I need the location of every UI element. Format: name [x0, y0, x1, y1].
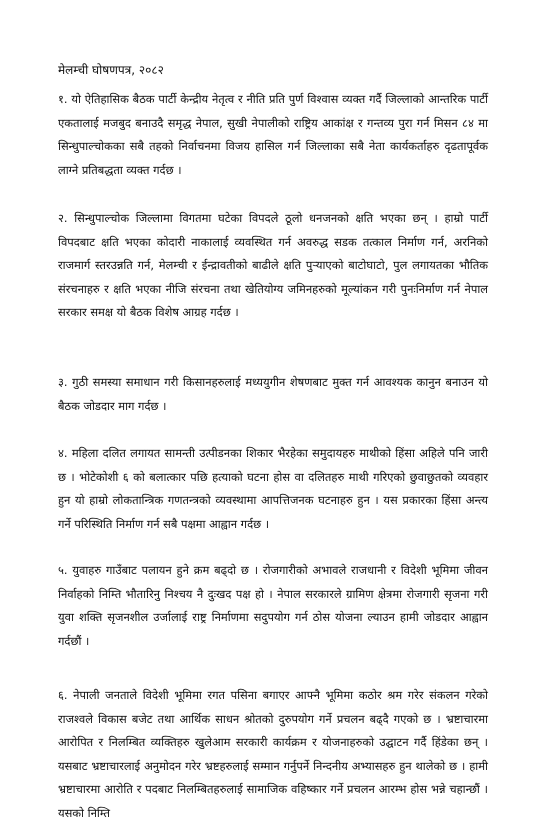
paragraph-2: २. सिन्धुपाल्चोक जिल्लामा विगतमा घटेका विपदले ठूलो धनजनको क्षति भएका छन् । हाम्रो पार्टी विपदबाट क्षति भएका कोदारी नाकालाई व्यवस्थित गर्न अवरुद्ध सडक तत्काल निर्माण गर्न, अरनिको राजमार्ग स्तरउन्नति गर्न, मेलम्ची र ईन्द्रावतीको बाढीले क्षति पुऱ्याएको बाटोघाटो, पुल लगायतका भौतिक संरचनाहरु र क्षति भएका नीजि संरचना तथा खेतियोग्य जमिनहरुको मूल्यांकन गरी पुनःनिर्माण गर्न नेपाल सरकार समक्ष यो बैठक विशेष आग्रह गर्दछ । [58, 211, 488, 320]
paragraph-4: ४. महिला दलित लगायत सामन्ती उत्पीडनका शिकार भैरहेका समुदायहरु माथीको हिंसा अहिले पनि जारी छ । भोटेकोशी ६ को बलात्कार पछि हत्याको घटना होस वा दलितहरु माथी गरिएको छुवाछुतको व्यवहार हुन यो हाम्रो लोकतान्त्रिक गणतन्त्रको व्यवस्थामा आपत्तिजनक घटनाहरु हुन । यस प्रकारका हिंसा अन्त्य गर्ने परिस्थिति निर्माण गर्न सबै पक्षमा आह्वान गर्दछ । [58, 446, 488, 531]
paragraph-3: ३. गुठी समस्या समाधान गरी किसानहरुलाई मध्ययुगीन शेषणबाट मुक्त गर्न आवश्यक कानुन बनाउन यो बैठक जोडदार माग गर्दछ । [58, 375, 488, 413]
paragraph-1: १. यो ऐतिहासिक बैठक पार्टी केन्द्रीय नेतृत्व र नीति प्रति पुर्ण विश्वास व्यक्त गर्दै जिल्लाको आन्तरिक पार्टी एकतालाई मजबुद बनाउदै समृद्ध नेपाल, सुखी नेपालीको राष्ट्रिय आकांक्ष र गन्तव्य पुरा गर्न मिसन ८४ मा सिन्धुपाल्चोकका सबै तहको निर्वाचनमा विजय हासिल गर्न जिल्लाका सबै नेता कार्यकर्ताहरु दृढतापूर्वक लाग्ने प्रतिबद्धता व्यक्त गर्दछ । [58, 92, 488, 177]
paragraph-5: ५. युवाहरु गाउँबाट पलायन हुने क्रम बढ्दो छ । रोजगारीको अभावले राजधानी र विदेशी भूमिमा जीवन निर्वाहको निम्ति भौतारिनु निश्चय नै दुःखद पक्ष हो । नेपाल सरकारले ग्रामिण क्षेत्रमा रोजगारी सृजना गरी युवा शक्ति सृजनशील उर्जालाई राष्ट्र निर्माणमा सदुपयोग गर्न ठोस योजना ल्याउन हामी जोडदार आह्वान गर्दछौं । [58, 563, 488, 648]
paragraph-6: ६. नेपाली जनताले विदेशी भूमिमा रगत पसिना बगाएर आफ्नै भूमिमा कठोर श्रम गरेर संकलन गरेको राजश्वले विकास बजेट तथा आर्थिक साधन श्रोतको दुरुपयोग गर्ने प्रचलन बढ्दै गएको छ । भ्रष्टाचारमा आरोपित र निलम्बित व्यक्तिहरु खुलेआम सरकारी कार्यक्रम र योजनाहरुको उद्घाटन गर्दै हिंडेका छन् । यसबाट भ्रष्टाचारलाई अनुमोदन गरेर भ्रष्टहरुलाई सम्मान गर्नुपर्ने निन्दनीय अभ्यासहरु हुन थालेको छ । हामी भ्रष्टाचारमा आरोति र पदबाट निलम्बितहरुलाई सामाजिक वहिष्कार गर्ने प्रचलन आरम्भ होस भन्ने चहान्छौं । यसको निम्ति [58, 688, 488, 820]
document-title: मेलम्ची घोषणपत्र, २०८२ [58, 63, 164, 77]
